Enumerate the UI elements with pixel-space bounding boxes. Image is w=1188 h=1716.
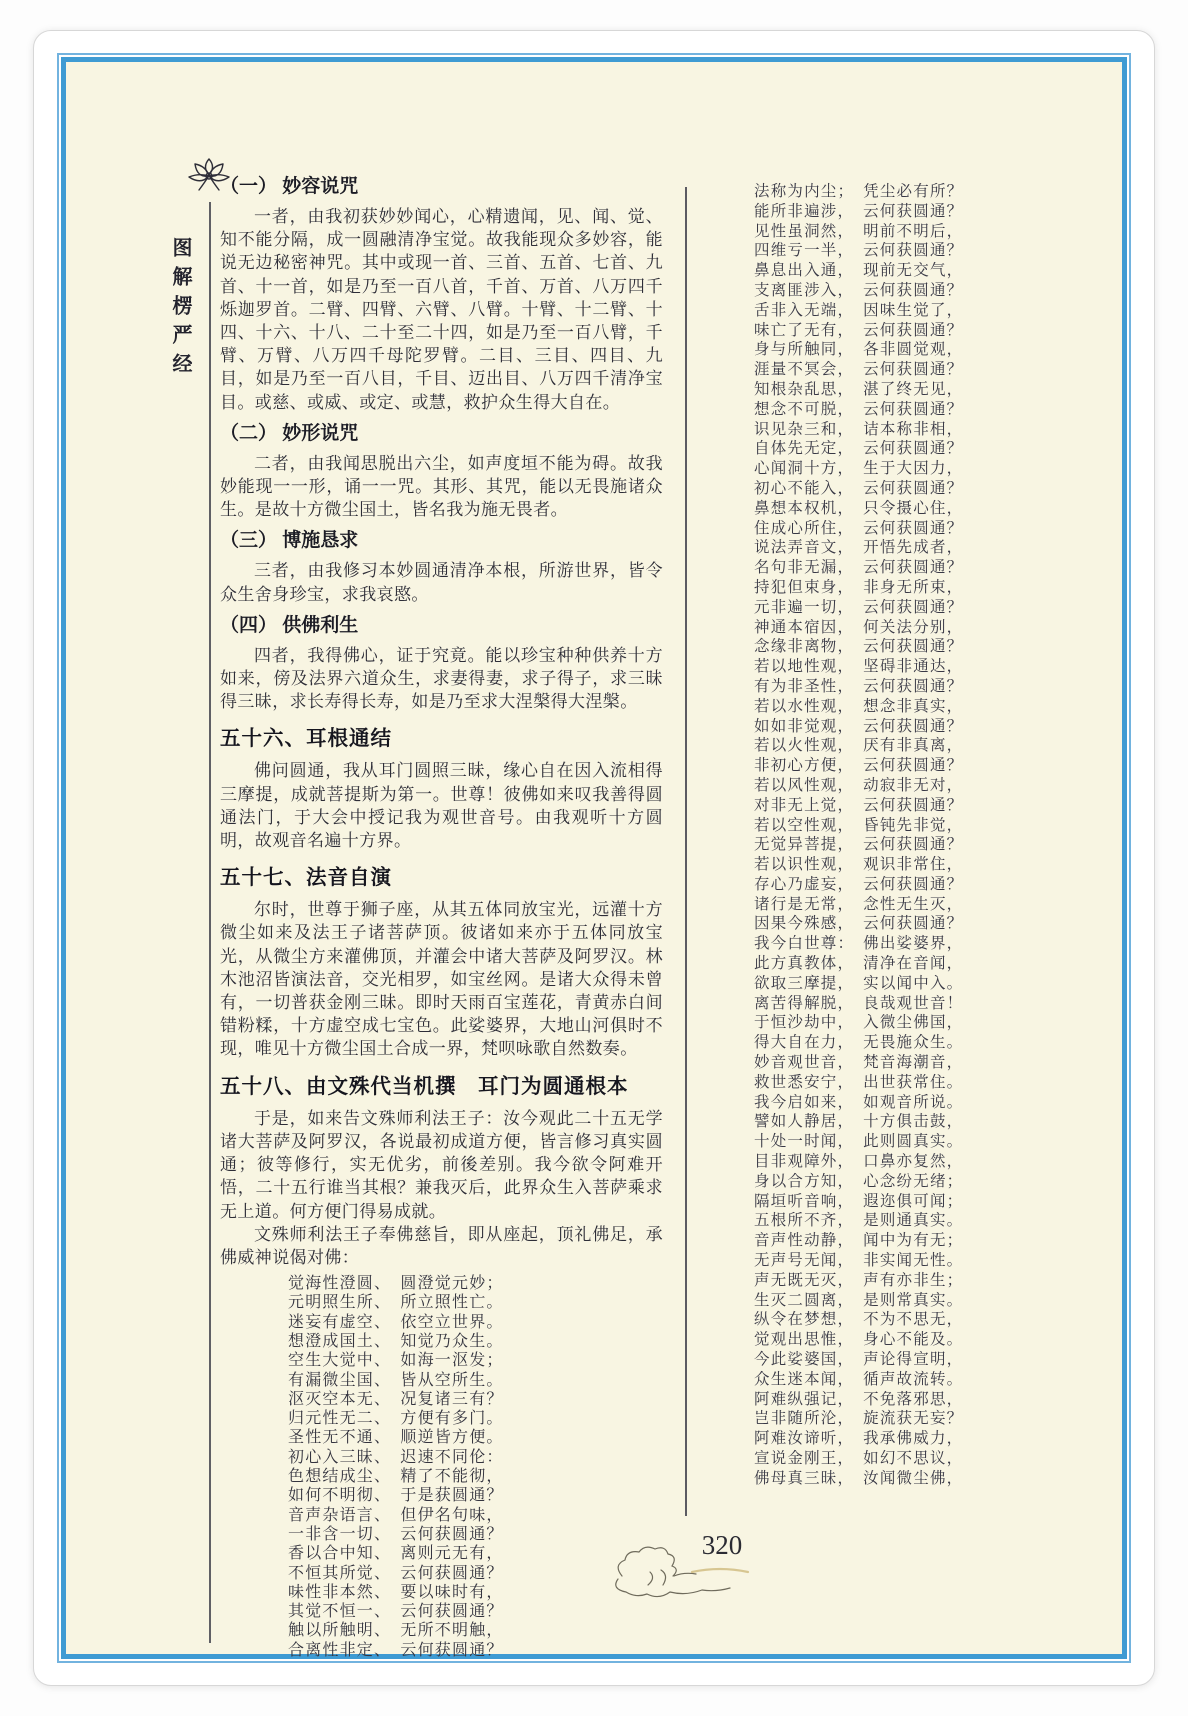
verse-line: 归元性无二、 方便有多门。 bbox=[288, 1410, 504, 1428]
verse-line: 圣性无不通、 顺逆皆方便。 bbox=[288, 1429, 504, 1447]
verse-line: 鼻息出入通， 现前无交气， bbox=[754, 262, 964, 280]
verse-line: 沤灭空本无、 况复诸三有？ bbox=[288, 1390, 504, 1408]
right-column bbox=[754, 182, 963, 1489]
chapter-heading: 五十七、法音自演 bbox=[220, 866, 392, 890]
paragraph: 文殊师利法王子奉佛慈旨，即从座起，顶礼佛足，承佛威神说偈对佛： bbox=[220, 1224, 663, 1267]
paragraph: 佛问圆通，我从耳门圆照三昧，缘心自在因入流相得三摩提，成就菩提斯为第一。世尊！彼佛如来叹我善得圆通法门，于大会中授记我为观世音号。由我观听十方圆明，故观音名遍十方界。 bbox=[220, 761, 663, 851]
verse-line: 如何不明彻、 于是获圆通？ bbox=[288, 1487, 504, 1505]
verse-line: 身与所触同， 各非圆觉观， bbox=[754, 341, 964, 359]
verse-line: 今此娑婆国， 声论得宣明， bbox=[754, 1351, 964, 1369]
verse-line: 欲取三摩提， 实以闻中入。 bbox=[754, 974, 964, 992]
verse-line: 法称为内尘； 凭尘必有所？ bbox=[754, 183, 964, 200]
verse-line: 十处一时闻， 此则圆真实。 bbox=[754, 1133, 964, 1151]
verse-line: 我今启如来， 如观音所说。 bbox=[754, 1093, 964, 1111]
verse-line: 若以识性观， 观识非常住， bbox=[754, 856, 964, 874]
verse-line: 不恒其所觉、 云何获圆通？ bbox=[288, 1564, 504, 1582]
verse-line: 无觉异菩提， 云何获圆通？ bbox=[754, 836, 964, 854]
verse-line: 无声号无闻， 非实闻无性。 bbox=[754, 1252, 964, 1270]
section-heading: （四） 供佛利生 bbox=[220, 614, 359, 636]
cloud-sketch-icon bbox=[588, 1544, 768, 1606]
verse-line: 香以合中知、 离则元无有， bbox=[288, 1545, 504, 1563]
verse-line: 舌非入无端， 因味生觉了， bbox=[754, 301, 964, 319]
verse-line: 有漏微尘国、 皆从空所生。 bbox=[288, 1371, 504, 1389]
verse-line: 知根杂乱思， 湛了终无见， bbox=[754, 380, 964, 398]
verse-line: 识见杂三和， 诘本称非相， bbox=[754, 420, 964, 438]
paragraph: 于是，如来告文殊师利法王子：汝今观此二十五无学诸大菩萨及阿罗汉，各说最初成道方便，皆言修习真实圆通；彼等修行，实无优劣，前後差别。我今欲令阿难开悟，二十五行谁当其根？兼我灭后，此界众生入菩萨乘求无上道。何方便门得易成就。 bbox=[220, 1108, 663, 1221]
paragraph: 二者，由我闻思脱出六尘，如声度垣不能为碍。故我妙能现一一形，诵一一咒。其形、其咒，能以无畏施诸众生。是故十方微尘国土，皆名我为施无畏者。 bbox=[220, 453, 663, 520]
verse-line: 非初心方便， 云何获圆通？ bbox=[754, 757, 964, 775]
verse-line: 见性虽洞然， 明前不明后， bbox=[754, 222, 964, 240]
verse-line: 触以所触明、 无所不明触， bbox=[288, 1622, 504, 1640]
page-number: 320 bbox=[701, 1530, 743, 1560]
verse-line: 若以风性观， 动寂非无对， bbox=[754, 776, 964, 794]
verse-line: 众生迷本闻， 循声故流转。 bbox=[754, 1370, 964, 1388]
verse-line: 妙音观世音， 梵音海潮音， bbox=[754, 1054, 964, 1072]
verse-line: 于恒沙劫中， 入微尘佛国， bbox=[754, 1014, 964, 1032]
verse-line: 合离性非定、 云何获圆通？ bbox=[288, 1641, 504, 1659]
verse-line: 譬如人静居， 十方俱击鼓， bbox=[754, 1113, 964, 1131]
verse-line: 神通本宿因， 何关法分别， bbox=[754, 618, 964, 636]
section-heading: （一） 妙容说咒 bbox=[220, 176, 359, 197]
verse-line: 如如非觉观， 云何获圆通？ bbox=[754, 717, 964, 735]
verse-line: 因果今殊感， 云何获圆通？ bbox=[754, 915, 964, 933]
verse-line: 一非含一切、 云何获圆通？ bbox=[288, 1525, 504, 1543]
verse-line: 离苦得解脱， 良哉观世音！ bbox=[754, 994, 964, 1012]
verse-line: 身以合方知， 心念纷无绪； bbox=[754, 1172, 964, 1190]
verse-line: 对非无上觉， 云何获圆通？ bbox=[754, 796, 964, 814]
verse-line: 能所非遍涉， 云何获圆通？ bbox=[754, 202, 964, 220]
verse-line: 想念不可脱， 云何获圆通？ bbox=[754, 400, 964, 418]
verse-line: 初心入三昧、 迟速不同伦： bbox=[288, 1448, 504, 1466]
verse-line: 自体先无定， 云何获圆通？ bbox=[754, 440, 964, 458]
verse-line: 元非遍一切， 云何获圆通？ bbox=[754, 598, 964, 616]
verse-line: 五根所不齐， 是则通真实。 bbox=[754, 1212, 964, 1230]
paragraph: 四者，我得佛心，证于究竟。能以珍宝种种供养十方如来，傍及法界六道众生，求妻得妻，求子得子，求三昧得三昧，求长寿得长寿，如是乃至求大涅槃得大涅槃。 bbox=[220, 645, 663, 712]
verse-line: 若以地性观， 坚碍非通达， bbox=[754, 658, 964, 676]
verse-line: 生灭二圆离， 是则常真实。 bbox=[754, 1291, 964, 1309]
verse-line: 想澄成国土、 知觉乃众生。 bbox=[288, 1333, 504, 1350]
section-heading: （三） 博施恳求 bbox=[220, 530, 359, 552]
paragraph: 尔时，世尊于狮子座，从其五体同放宝光，远灌十方微尘如来及法王子诸菩萨顶。彼诸如来亦于五体同放宝光，从微尘方来灌佛顶，并灌会中诸大菩萨及阿罗汉。林木池沼皆演法音，交光相罗，如宝丝网。是诸大众得未曾有，一切普获金刚三昧。即时天雨百宝莲花，青黄赤白间错粉糅，十方虚空成七宝色。此娑婆界，大地山河俱时不现，唯见十方微尘国土合成一界，梵呗咏歌自然数奏。 bbox=[220, 900, 663, 1059]
page-card bbox=[33, 30, 1155, 1686]
verse-line: 空生大觉中、 如海一沤发； bbox=[288, 1352, 504, 1370]
verse-line: 救世悉安宁， 出世获常住。 bbox=[754, 1073, 964, 1091]
left-column bbox=[220, 174, 663, 1660]
paragraph: 一者，由我初获妙妙闻心，心精遗闻，见、闻、觉、知不能分隔，成一圆融清净宝觉。故我能现众多妙容，能说无边秘密神咒。其中或现一首、三首、五首、七首、九首、十一首，如是乃至一百八首，千首、万首、八万四千烁迦罗首。二臂、四臂、六臂、八臂。十臂、十二臂、十四、十六、十八、二十至二十四，如是乃至一百八臂，千臂、万臂、八万四千母陀罗臂。二目、三目、四目、九目，如是乃至一百八目，千目、迈出目、八万四千清净宝目。或慈、或威、或定、或慧，救护众生得大自在。 bbox=[220, 207, 663, 412]
column-divider-line bbox=[685, 187, 687, 1516]
verse-line: 若以火性观， 厌有非真离， bbox=[754, 737, 964, 755]
verse-line: 觉海性澄圆、 圆澄觉元妙； bbox=[288, 1275, 504, 1293]
chapter-heading: 五十六、耳根通结 bbox=[220, 727, 392, 751]
verse-line: 音声杂语言、 但伊名句味， bbox=[288, 1506, 504, 1524]
verse-line: 四维亏一半， 云何获圆通？ bbox=[754, 242, 964, 260]
verse-line: 佛母真三昧， 汝闻微尘佛， bbox=[754, 1469, 964, 1487]
verse-line: 鼻想本权机， 只令摄心住， bbox=[754, 499, 964, 517]
paragraph: 三者，由我修习本妙圆通清净本根，所游世界，皆令众生舍身珍宝，求我哀愍。 bbox=[220, 561, 663, 604]
verse-line: 初心不能入， 云何获圆通？ bbox=[754, 479, 964, 497]
verse-line: 元明照生所、 所立照性亡。 bbox=[288, 1294, 504, 1312]
chapter-heading: 五十八、由文殊代当机撰 耳门为圆通根本 bbox=[220, 1074, 629, 1098]
verse-line: 存心乃虚妄， 云何获圆通？ bbox=[754, 875, 964, 893]
verse-line: 支离匪涉入， 云何获圆通？ bbox=[754, 281, 964, 299]
book-title-vertical: 图解楞严经 bbox=[169, 237, 191, 382]
verse-line: 得大自在力， 无畏施众生。 bbox=[754, 1034, 964, 1052]
verse-line: 心闻洞十方， 生于大因力， bbox=[754, 460, 964, 478]
verse-line: 目非观障外， 口鼻亦复然， bbox=[754, 1153, 964, 1171]
verse-line: 觉观出思惟， 身心不能及。 bbox=[754, 1331, 964, 1349]
verse-line: 此方真教体， 清净在音闻， bbox=[754, 955, 964, 973]
verse-line: 隔垣听音响， 遐迩俱可闻； bbox=[754, 1192, 964, 1210]
verse-line: 纵令在梦想， 不为不思无， bbox=[754, 1311, 964, 1329]
verse-line: 若以水性观， 想念非真实， bbox=[754, 697, 964, 715]
outer-blue-frame bbox=[57, 53, 1131, 1663]
inner-blue-frame bbox=[61, 57, 1127, 1659]
verse-line: 色想结成尘、 精了不能彻， bbox=[288, 1468, 504, 1486]
verse-line: 味亡了无有， 云何获圆通？ bbox=[754, 321, 964, 339]
verse-line: 持犯但束身， 非身无所束， bbox=[754, 578, 964, 596]
sidebar-divider-line bbox=[209, 202, 211, 1643]
verse-line: 阿难纵强记， 不免落邪思， bbox=[754, 1390, 964, 1408]
verse-line: 岂非随所沦， 旋流获无妄？ bbox=[754, 1410, 964, 1428]
verse-line: 住成心所住， 云何获圆通？ bbox=[754, 519, 964, 537]
verse-line: 名句非无漏， 云何获圆通？ bbox=[754, 559, 964, 577]
verse-line: 诸行是无常， 念性无生灭， bbox=[754, 895, 964, 913]
section-heading: （二） 妙形说咒 bbox=[220, 422, 359, 444]
verse-line: 味性非本然、 要以味时有， bbox=[288, 1583, 504, 1601]
verse-line: 其觉不恒一、 云何获圆通？ bbox=[288, 1603, 504, 1621]
verse-line: 念缘非离物， 云何获圆通？ bbox=[754, 638, 964, 656]
verse-line: 我今白世尊： 佛出娑婆界， bbox=[754, 935, 964, 953]
verse-line: 宣说金刚王， 如幻不思议， bbox=[754, 1450, 964, 1467]
verse-line: 音声性动静， 闻中为有无； bbox=[754, 1232, 964, 1250]
verse-line: 阿难汝谛听， 我承佛威力， bbox=[754, 1430, 964, 1448]
verse-line: 若以空性观， 昏钝先非觉， bbox=[754, 816, 964, 834]
verse-line: 声无既无灭， 声有亦非生； bbox=[754, 1271, 964, 1289]
verse-line: 说法弄音文， 开悟先成者， bbox=[754, 539, 964, 557]
verse-line: 迷妄有虚空、 依空立世界。 bbox=[288, 1313, 504, 1331]
verse-line: 有为非圣性， 云何获圆通？ bbox=[754, 677, 964, 695]
verse-line: 涯量不冥会， 云何获圆通？ bbox=[754, 361, 964, 379]
